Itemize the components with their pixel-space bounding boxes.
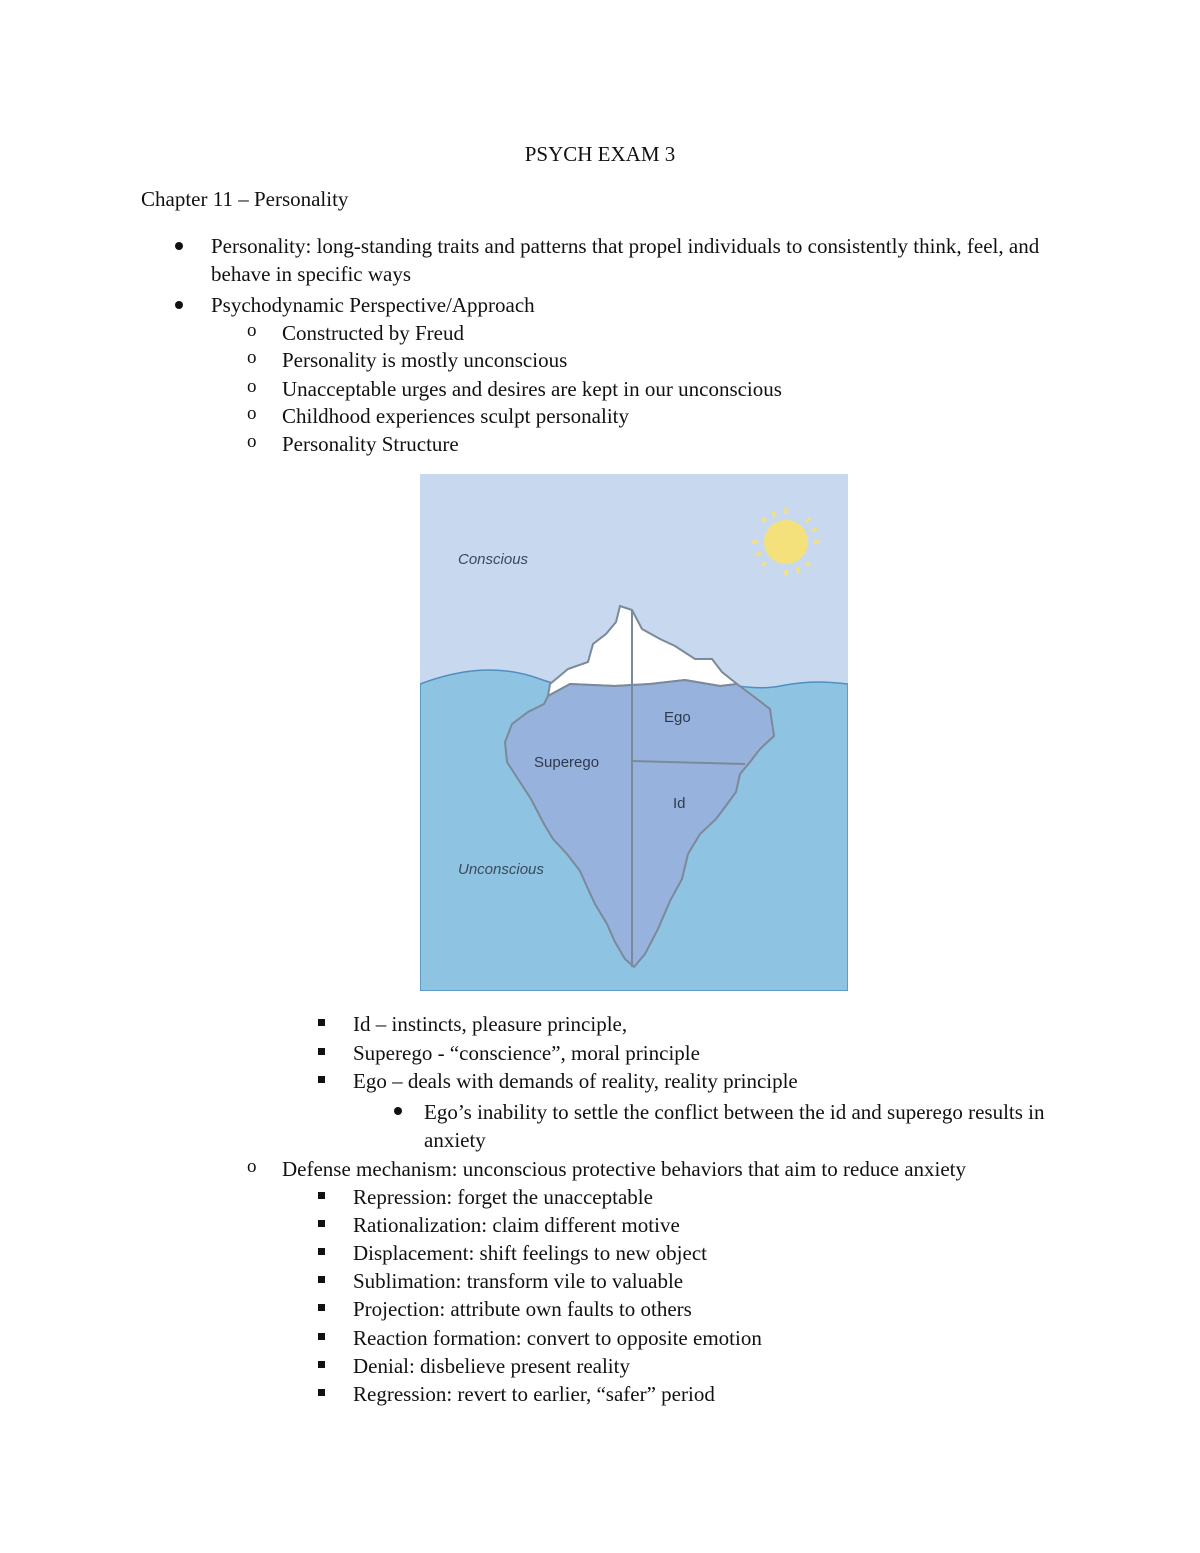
defense-regression: Regression: revert to earlier, “safer” period <box>353 1382 715 1406</box>
conscious-label: Conscious <box>458 551 529 568</box>
bullet-circle-icon: o <box>247 1156 257 1177</box>
defense-displacement: Displacement: shift feelings to new object <box>353 1241 707 1265</box>
id-label: Id <box>673 795 686 812</box>
bullet-circle-icon: o <box>247 347 257 368</box>
bullet-dot-icon <box>394 1107 402 1115</box>
bullet-square-icon <box>318 1248 325 1255</box>
bullet-square-icon <box>318 1389 325 1396</box>
bullet-square-icon <box>318 1192 325 1199</box>
ego-label: Ego <box>664 709 691 726</box>
list-item-id: Id – instincts, pleasure principle, <box>353 1012 628 1036</box>
bullet-circle-icon: o <box>247 320 257 341</box>
bullet-circle-icon: o <box>247 376 257 397</box>
bullet-square-icon <box>318 1048 325 1055</box>
defense-heading: Defense mechanism: unconscious protective behaviors that aim to reduce anxiety <box>282 1157 967 1181</box>
list-item-unconscious: Personality is mostly unconscious <box>282 348 568 372</box>
defense-projection: Projection: attribute own faults to others <box>353 1297 692 1321</box>
bullet-square-icon <box>318 1019 325 1026</box>
list-item-ego: Ego – deals with demands of reality, reality principle <box>353 1069 798 1093</box>
bullet-square-icon <box>318 1276 325 1283</box>
defense-reaction-formation: Reaction formation: convert to opposite emotion <box>353 1326 762 1350</box>
bullet-square-icon <box>318 1333 325 1340</box>
superego-label: Superego <box>534 754 600 771</box>
iceberg-diagram <box>420 474 848 991</box>
bullet-psychodynamic: Psychodynamic Perspective/Approach <box>211 293 535 317</box>
list-item-structure: Personality Structure <box>282 432 459 456</box>
defense-sublimation: Sublimation: transform vile to valuable <box>353 1269 684 1293</box>
bullet-square-icon <box>318 1220 325 1227</box>
bullet-circle-icon: o <box>247 431 257 452</box>
bullet-personality-definition: Personality: long-standing traits and patterns that propel individuals to consistently think, feel, and behave in specific ways <box>211 234 1040 286</box>
list-item-superego: Superego - “conscience”, moral principle <box>353 1041 700 1065</box>
defense-denial: Denial: disbelieve present reality <box>353 1354 630 1378</box>
bullet-square-icon <box>318 1361 325 1368</box>
bullet-square-icon <box>318 1304 325 1311</box>
chapter-heading: Chapter 11 – Personality <box>141 187 349 211</box>
ego-anxiety-note: Ego’s inability to settle the conflict between the id and superego results in anxiety <box>424 1100 1045 1152</box>
bullet-circle-icon: o <box>247 403 257 424</box>
bullet-square-icon <box>318 1076 325 1083</box>
defense-repression: Repression: forget the unacceptable <box>353 1185 653 1209</box>
list-item-urges: Unacceptable urges and desires are kept in our unconscious <box>282 377 782 401</box>
defense-rationalization: Rationalization: claim different motive <box>353 1213 680 1237</box>
unconscious-label: Unconscious <box>458 861 544 878</box>
list-item-childhood: Childhood experiences sculpt personality <box>282 404 630 428</box>
list-item-freud: Constructed by Freud <box>282 321 464 345</box>
bullet-dot-icon <box>175 242 183 250</box>
bullet-dot-icon <box>175 301 183 309</box>
page-title: PSYCH EXAM 3 <box>524 142 676 166</box>
